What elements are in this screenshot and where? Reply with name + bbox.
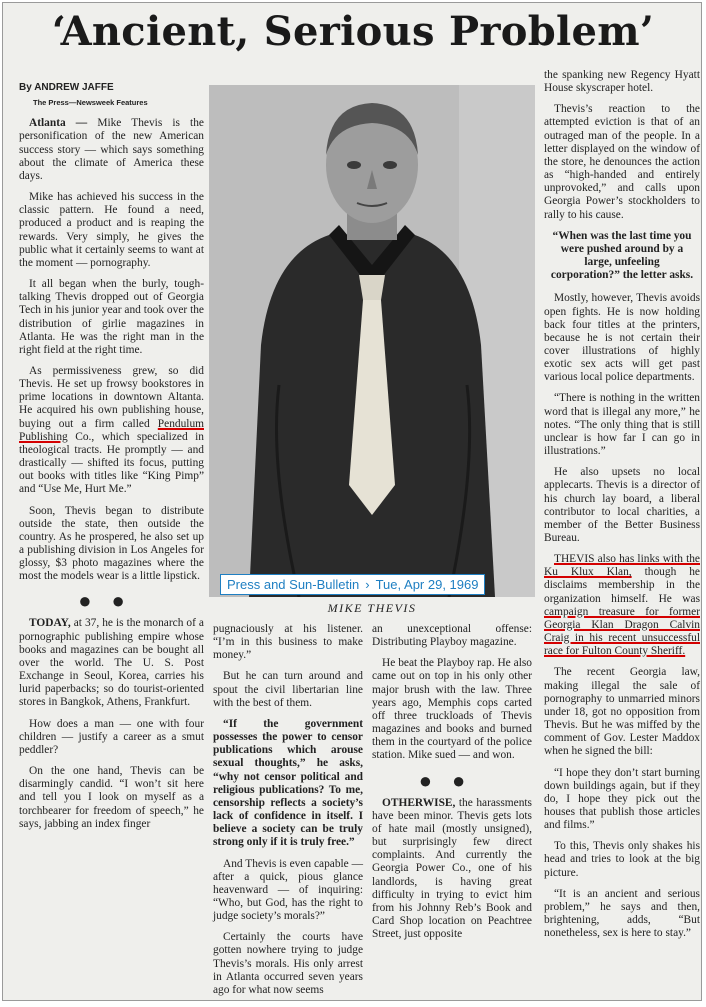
paragraph: Atlanta — Mike Thevis is the personification of the new American success story — which says something about the climate of America these days. [19, 117, 204, 182]
paragraph: “If the government possesses the power to censor publications which arouse sexual thoughts,” he asks, “why not censor political and religious publications? To me, censorship reflects a society’s lack of confidence in itself. I believe a society can be truly strong only if it is truly free.” [213, 717, 363, 849]
paragraph: THEVIS also has links with the Ku Klux Klan, though he disclaims membership in the organization himself. He was campaign treasure for former Georgia Klan Dragon Calvin Craig in his recent unsuccessful race for Fulton County Sheriff. [544, 553, 700, 658]
paragraph: As permissiveness grew, so did Thevis. He set up frowsy bookstores in prime locations in downtown Altanta. He acquired his own publishing house, buying out a firm called Pendulum Publishing Co., which specialized in theological tracts. He promptly — and drastically — shifted its focus, putting out books with titles like “King Pimp” and “Use Me, Hurt Me.” [19, 364, 204, 496]
paragraph: “There is nothing in the written word that is illegal any more,” he notes. “The only thing that is still unclear is how far I can go in illustrations.” [544, 392, 700, 458]
highlighted-text: THEVIS also has links with the Ku Klux Klan, [544, 553, 700, 579]
portrait-illustration [209, 85, 535, 597]
byline: By ANDREW JAFFE [19, 82, 114, 93]
section-divider: ●● [78, 588, 145, 614]
pull-quote: “When was the last time you were pushed around by a large, unfeeling corporation?” the letter asks. [550, 229, 694, 282]
headline: ‘Ancient, Serious Problem’ [51, 8, 655, 55]
clipping-source-label[interactable] [220, 574, 485, 595]
section-lead-in: TODAY, [29, 617, 71, 630]
highlighted-text: Pendulum Publishing [19, 417, 204, 443]
column-1 [19, 81, 204, 839]
paragraph: It all began when the burly, tough-talking Thevis dropped out of Georgia Tech in his junior year and took over the distribution of girlie magazines in Atlanta. He was the right man in the right field at the right time. [19, 278, 204, 356]
paragraph: an unexceptional offense: Distributing Playboy magazine. [372, 623, 532, 649]
column-3 [372, 623, 532, 949]
paragraph: “I hope they don’t start burning down buildings again, but if they do, I hope they pick out the houses that publish those articles and films.” [544, 766, 700, 832]
paragraph: The recent Georgia law, making illegal the sale of pornography to unmarried minors under 18, got no opposition from Thevis. But he was miffed by the comment of Gov. Lester Maddox when he signed the bill: [544, 666, 700, 758]
newspaper-name: Press and Sun-Bulletin [227, 577, 360, 592]
paragraph: Mike has achieved his success in the classic pattern. He found a need, produced a product and is reaping the rewards. Very simply, he gives the public what it certainly seems to want at the moment — pornography. [19, 191, 204, 269]
newspaper-clipping [2, 2, 702, 1001]
paragraph: pugnaciously at his listener. “I’m in this business to make money.” [213, 623, 363, 662]
paragraph: Soon, Thevis began to distribute outside the state, then outside the country. As he prospered, he also set up a publishing division in Los Angeles for glossy, $3 photo magazines where the most the models wear is a little lipstick. [19, 504, 204, 583]
highlighted-text: campaign treasure for former Georgia Klan Dragon Calvin Craig in his recent unsuccessful race for Fulton County Sheriff. [544, 605, 700, 658]
paragraph: the spanking new Regency Hyatt House skyscraper hotel. [544, 69, 700, 95]
paragraph: He also upsets no local applecarts. Thevis is a director of his church lay board, a liberal contributor to local charities, a member of the Better Business Bureau. [544, 466, 700, 544]
byline-credit: The Press—Newsweek Features [33, 98, 148, 108]
column-2 [213, 623, 363, 1001]
paragraph: OTHERWISE, the harassments have been minor. Thevis gets lots of hate mail (mostly unsigned), but surprisingly few direct complaints. And currently the Georgia Power Co., one of his landlords, is having great difficulty in trying to evict him from his Johnny Reb’s Book and Card Shop location on Peachtree Street, just opposite [372, 796, 532, 941]
photo-caption: MIKE THEVIS [327, 601, 417, 615]
paragraph: Mostly, however, Thevis avoids open fights. He is now holding back four titles at the printers, because he is not certain their cover illustrations of highly exotic sex acts will get past various local police departments. [544, 292, 700, 384]
column-4 [544, 69, 700, 948]
dateline: Atlanta — [29, 117, 88, 130]
paragraph: To this, Thevis only shakes his head and tries to look at the big picture. [544, 840, 700, 879]
paragraph: He beat the Playboy rap. He also came out on top in his only other major brush with the law. Three years ago, Memphis cops carted off three truckloads of Thevis magazines and books and burned them in the courtyard of the police station. Mike sued — and won. [372, 657, 532, 762]
paragraph: And Thevis is even capable — after a quick, pious glance heavenward — of inquiring: “Who, but God, has the right to judge society’s morals?” [213, 857, 363, 923]
chevron-right-icon: › [365, 577, 370, 592]
paragraph: But he can turn around and spout the civil libertarian line with the best of them. [213, 670, 363, 709]
section-divider: ●● [418, 767, 486, 793]
paragraph: Certainly the courts have gotten nowhere trying to judge Thevis’s morals. His only arrest in Atlanta occurred seven years ago for what now seems [213, 931, 363, 996]
section-lead-in: OTHERWISE, [382, 796, 456, 809]
paragraph: Thevis’s reaction to the attempted eviction is that of an outraged man of the people. In a letter displayed on the window of the store, he denounces the action as “high-handed and entirely unprovoked,” and calls upon Georgia Power’s stockholders to rally to his cause. [544, 103, 700, 221]
paragraph: On the one hand, Thevis can be disarmingly candid. “I won’t sit here and tell you I look on myself as a torchbearer for freedom of speech,” he says, jabbing an index finger [19, 765, 204, 830]
paragraph: How does a man — one with four children — justify a career as a smut peddler? [19, 717, 204, 756]
paragraph: “It is an ancient and serious problem,” he says and then, brightening, adds, “But nonetheless, sex is here to stay.” [544, 887, 700, 940]
paragraph: TODAY, at 37, he is the monarch of a pornographic publishing empire whose books and magazines can be bought all over the world. The U. S. Post Exchange in Seoul, Korea, carries his lurid paperbacks; so do tourist-oriented stores in Bangkok, Athens, Frankfurt. [19, 617, 204, 709]
publication-date: Tue, Apr 29, 1969 [375, 577, 479, 592]
portrait-photo [209, 85, 535, 597]
